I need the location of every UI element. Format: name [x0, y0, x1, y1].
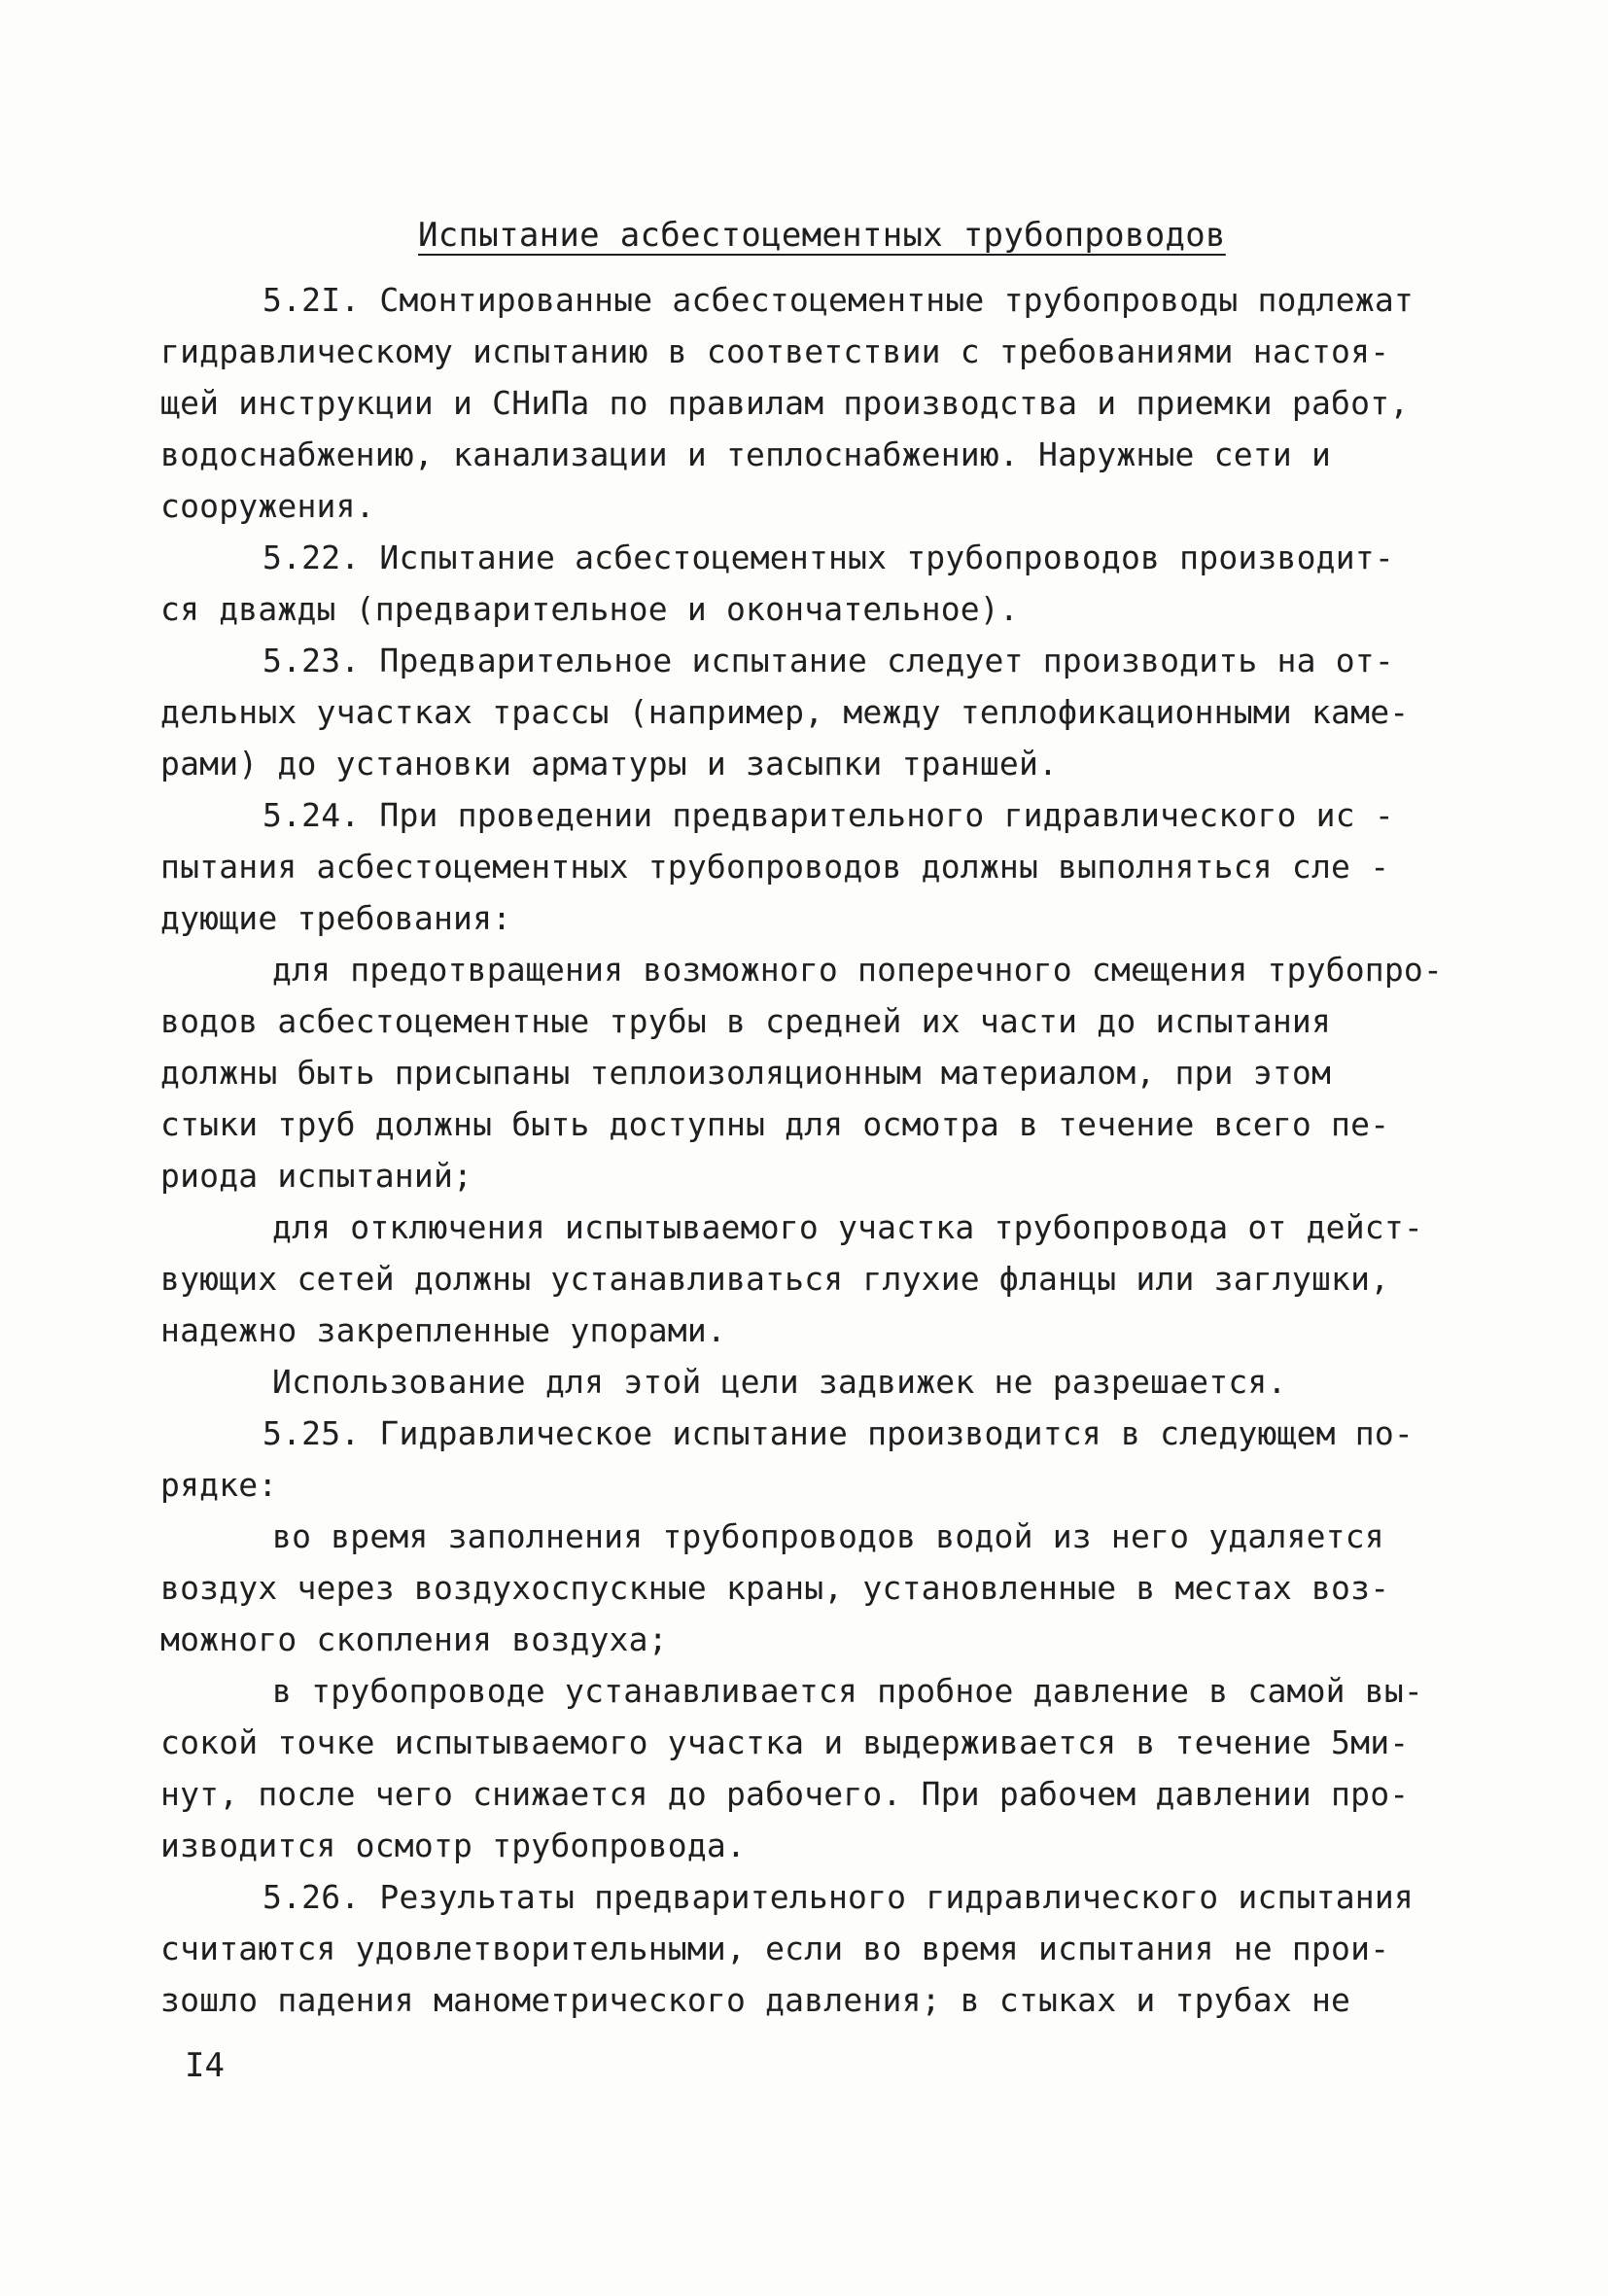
text-line: дельных участках трассы (например, между теплофикационными каме-	[160, 693, 1410, 731]
text-line: щей инструкции и СНиПа по правилам производства и приемки работ,	[160, 384, 1410, 422]
text-line: водоснабжению, канализации и теплоснабжению. Наружные сети и	[160, 435, 1332, 473]
text-line: пытания асбестоцементных трубопроводов должны выполняться сле -	[160, 848, 1390, 886]
text-line: 5.23. Предварительное испытание следует производить на от-	[262, 642, 1394, 679]
text-line: для предотвращения возможного поперечного смещения трубопро-	[272, 951, 1444, 989]
text-line: считаются удовлетворительными, если во время испытания не прои-	[160, 1930, 1390, 1967]
text-line: сокой точке испытываемого участка и выдерживается в течение 5ми-	[160, 1723, 1410, 1761]
text-line: стыки труб должны быть доступны для осмотра в течение всего пе-	[160, 1105, 1390, 1143]
text-line: для отключения испытываемого участка трубопровода от дейст-	[272, 1208, 1423, 1246]
text-line: риода испытаний;	[160, 1157, 473, 1195]
body-text	[160, 274, 1502, 2026]
text-line: дующие требования:	[160, 899, 512, 937]
text-line: можного скопления воздуха;	[160, 1620, 668, 1658]
section-heading: Испытание асбестоцементных трубопроводов	[418, 216, 1226, 255]
text-line: 5.2I. Смонтированные асбестоцементные трубопроводы подлежат	[262, 281, 1414, 319]
page-number: I4	[185, 2046, 225, 2085]
text-line: рами) до установки арматуры и засыпки траншей.	[160, 745, 1059, 783]
text-line: воздух через воздухоспускные краны, установленные в местах воз-	[160, 1569, 1390, 1607]
text-line: надежно закрепленные упорами.	[160, 1311, 726, 1349]
text-line: во время заполнения трубопроводов водой из него удаляется	[272, 1517, 1384, 1555]
text-line: 5.26. Результаты предварительного гидравлического испытания	[262, 1878, 1414, 1916]
text-line: изводится осмотр трубопровода.	[160, 1826, 747, 1864]
text-line: 5.25. Гидравлическое испытание производится в следующем по-	[262, 1414, 1414, 1452]
text-line: водов асбестоцементные трубы в средней их части до испытания	[160, 1002, 1332, 1040]
text-line: нут, после чего снижается до рабочего. При рабочем давлении про-	[160, 1775, 1410, 1813]
text-line: в трубопроводе устанавливается пробное давление в самой вы-	[272, 1672, 1423, 1710]
text-line: зошло падения манометрического давления; в стыках и трубах не	[160, 1981, 1351, 2019]
text-line: вующих сетей должны устанавливаться глухие фланцы или заглушки,	[160, 1260, 1390, 1298]
text-line: гидравлическому испытанию в соответствии с требованиями настоя-	[160, 332, 1390, 370]
text-line: рядке:	[160, 1466, 278, 1504]
text-line: сооружения.	[160, 487, 375, 525]
text-line: 5.24. При проведении предварительного гидравлического ис -	[262, 796, 1394, 834]
text-line: Использование для этой цели задвижек не разрешается.	[272, 1363, 1287, 1401]
text-line: должны быть присыпаны теплоизоляционным материалом, при этом	[160, 1054, 1332, 1092]
text-line: ся дважды (предварительное и окончательное).	[160, 590, 1019, 628]
text-line: 5.22. Испытание асбестоцементных трубопроводов производит-	[262, 539, 1394, 576]
